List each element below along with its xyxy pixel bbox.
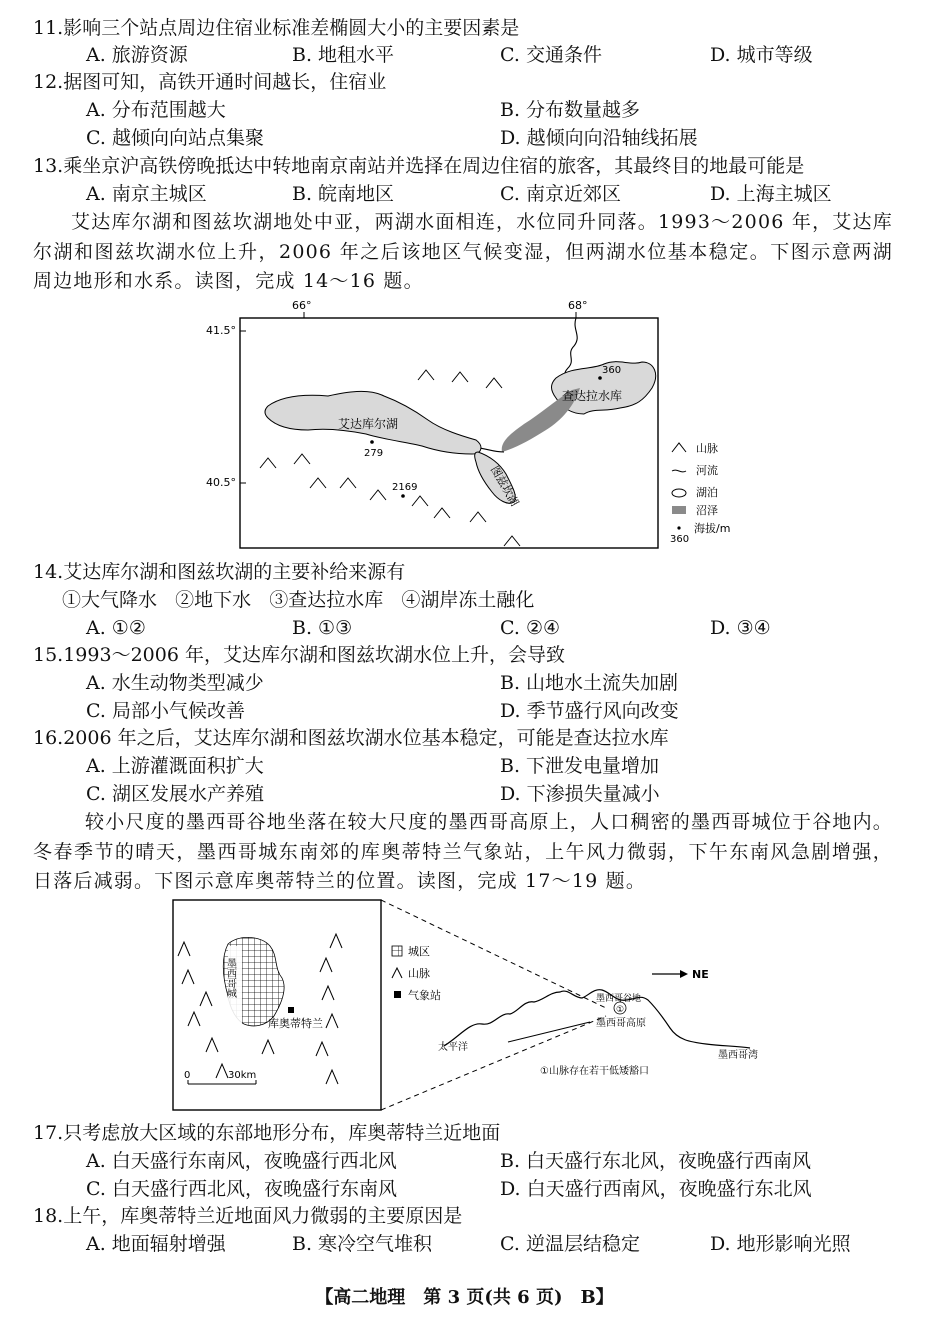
lake-map-figure — [200, 296, 760, 550]
question-12-options-row2 — [0, 124, 929, 152]
question-11 — [0, 14, 929, 42]
station-marker — [288, 1007, 294, 1013]
question-15-options-row2 — [0, 697, 929, 725]
option-b[interactable]: B. 皖南地区 — [292, 183, 395, 205]
legend-city: 城区 — [408, 945, 430, 958]
lake-tuzkan-label: 图兹坎湖 — [487, 463, 522, 509]
option-a[interactable]: A. 地面辐射增强 — [86, 1233, 226, 1255]
option-b[interactable]: B. ①③ — [292, 617, 353, 639]
legend-lake: 湖泊 — [696, 486, 718, 499]
map1-legend — [670, 442, 730, 545]
option-c[interactable]: C. 白天盛行西北风，夜晚盛行东南风 — [86, 1178, 397, 1200]
mexico-map-figure — [170, 896, 780, 1118]
map2-legend — [392, 945, 441, 1002]
question-sub-items: ①大气降水 ②地下水 ③查达拉水库 ④湖岸冻土融化 — [62, 589, 535, 611]
question-stem: 12.据图可知，高铁开通时间越长，住宿业 — [33, 71, 387, 93]
question-14-options — [0, 614, 929, 642]
option-d[interactable]: D. 上海主城区 — [710, 183, 832, 205]
lat-41-label: 41.5° — [206, 324, 236, 337]
question-13-options — [0, 180, 929, 208]
option-b[interactable]: B. 白天盛行东北风，夜晚盛行西南风 — [500, 1150, 812, 1172]
pacific-label: 太平洋 — [438, 1042, 468, 1053]
gulf-label: 墨西哥湾 — [718, 1050, 758, 1061]
option-d[interactable]: D. 越倾向向沿轴线拓展 — [500, 127, 698, 149]
option-d[interactable]: D. ③④ — [710, 617, 771, 639]
option-c[interactable]: C. 越倾向向站点集聚 — [86, 127, 264, 149]
question-stem: 15.1993～2006 年，艾达库尔湖和图兹坎湖水位上升，会导致 — [33, 644, 565, 666]
option-a[interactable]: A. 南京主城区 — [86, 183, 207, 205]
legend-river: 河流 — [696, 464, 718, 477]
option-b[interactable]: B. 分布数量越多 — [500, 99, 641, 121]
option-c[interactable]: C. 南京近郊区 — [500, 183, 621, 205]
option-d[interactable]: D. 城市等级 — [710, 44, 813, 66]
page-footer: 【高二地理 第 3 页(共 6 页) B】 — [315, 1287, 614, 1308]
valley-label: 墨西哥谷地 — [596, 994, 642, 1004]
option-a[interactable]: A. ①② — [86, 617, 146, 639]
option-d[interactable]: D. 地形影响光照 — [710, 1233, 851, 1255]
option-d[interactable]: D. 白天盛行西南风，夜晚盛行东北风 — [500, 1178, 812, 1200]
notch-note: ①山脉存在若干低矮豁口 — [540, 1066, 649, 1077]
option-a[interactable]: A. 水生动物类型减少 — [86, 672, 264, 694]
legend-mountain: 山脉 — [408, 967, 430, 980]
question-13 — [0, 152, 929, 180]
question-17-options-row2 — [0, 1175, 929, 1203]
question-14 — [0, 558, 929, 586]
option-a[interactable]: A. 分布范围越大 — [86, 99, 226, 121]
passage-2: 较小尺度的墨西哥谷地坐落在较大尺度的墨西哥高原上，人口稠密的墨西哥城位于谷地内。冬春季节的晴天，墨西哥城东南郊的库奥蒂特兰气象站，上午风力微弱，下午东南风急剧增强，日落后减弱。下图示意库奥蒂特兰的位置。读图，完成 17～19 题。 — [33, 811, 894, 892]
elev-2169: 2169 — [392, 482, 418, 493]
option-a[interactable]: A. 白天盛行东南风，夜晚盛行西北风 — [86, 1150, 397, 1172]
option-a[interactable]: A. 旅游资源 — [86, 44, 188, 66]
question-16 — [0, 724, 929, 752]
option-b[interactable]: B. 下泄发电量增加 — [500, 755, 660, 777]
question-stem: 11.影响三个站点周边住宿业标准差椭圆大小的主要因素是 — [33, 17, 520, 39]
scale-zero: 0 — [184, 1070, 191, 1081]
elev-279: 279 — [364, 448, 384, 459]
lake-aidarkul-label: 艾达库尔湖 — [338, 417, 399, 431]
legend-elevation: 海拔/m — [694, 522, 731, 535]
question-12 — [0, 68, 929, 96]
passage-1: 艾达库尔湖和图兹坎湖地处中亚，两湖水面相连，水位同升同落。1993～2006 年，艾达库尔湖和图兹坎湖水位上升，2006 年之后该地区气候变湿，但两湖水位基本稳定。下图示意两湖周边地形和水系。读图，完成 14～16 题。 — [33, 211, 893, 292]
option-b[interactable]: B. 地租水平 — [292, 44, 395, 66]
lon-68-label: 68° — [568, 299, 588, 312]
option-c[interactable]: C. 局部小气候改善 — [86, 700, 245, 722]
option-c[interactable]: C. 交通条件 — [500, 44, 602, 66]
question-stem: 17.只考虑放大区域的东部地形分布，库奥蒂特兰近地面 — [33, 1122, 501, 1144]
ne-label: NE — [692, 968, 709, 981]
option-a[interactable]: A. 上游灌溉面积扩大 — [86, 755, 264, 777]
question-15-options-row1 — [0, 669, 929, 697]
option-b[interactable]: B. 山地水土流失加剧 — [500, 672, 679, 694]
question-16-options-row2 — [0, 780, 929, 808]
option-d[interactable]: D. 下渗损失量减小 — [500, 783, 660, 805]
question-18 — [0, 1202, 929, 1230]
question-14-items — [0, 586, 929, 614]
city-label: 墨西哥城 — [224, 958, 236, 998]
station-label: 库奥蒂特兰 — [268, 1017, 323, 1030]
marker-1: ① — [616, 1005, 625, 1015]
lon-66-label: 66° — [292, 299, 312, 312]
legend-marsh: 沼泽 — [696, 504, 718, 517]
lat-40-label: 40.5° — [206, 476, 236, 489]
question-11-options — [0, 41, 929, 69]
question-stem: 16.2006 年之后，艾达库尔湖和图兹坎湖水位基本稳定，可能是查达拉水库 — [33, 727, 669, 749]
question-stem: 13.乘坐京沪高铁傍晚抵达中转地南京南站并选择在周边住宿的旅客，其最终目的地最可能是 — [33, 155, 805, 177]
option-c[interactable]: C. 湖区发展水产养殖 — [86, 783, 264, 805]
elev-360: 360 — [602, 365, 622, 376]
question-17-options-row1 — [0, 1147, 929, 1175]
question-stem: 14.艾达库尔湖和图兹坎湖的主要补给来源有 — [33, 561, 406, 583]
legend-mountain: 山脉 — [696, 442, 718, 455]
scale-30km: 30km — [228, 1070, 257, 1081]
question-16-options-row1 — [0, 752, 929, 780]
option-c[interactable]: C. ②④ — [500, 617, 561, 639]
option-b[interactable]: B. 寒冷空气堆积 — [292, 1233, 433, 1255]
legend-station: 气象站 — [408, 989, 441, 1002]
plateau-label: 墨西哥高原 — [596, 1018, 646, 1029]
question-15 — [0, 641, 929, 669]
option-c[interactable]: C. 逆温层结稳定 — [500, 1233, 640, 1255]
question-stem: 18.上午，库奥蒂特兰近地面风力微弱的主要原因是 — [33, 1205, 463, 1227]
question-18-options — [0, 1230, 929, 1258]
option-d[interactable]: D. 季节盛行风向改变 — [500, 700, 679, 722]
question-12-options-row1 — [0, 96, 929, 124]
question-17 — [0, 1119, 929, 1147]
reservoir-label: 查达拉水库 — [562, 389, 623, 403]
legend-elev-sample: 360 — [670, 534, 690, 545]
